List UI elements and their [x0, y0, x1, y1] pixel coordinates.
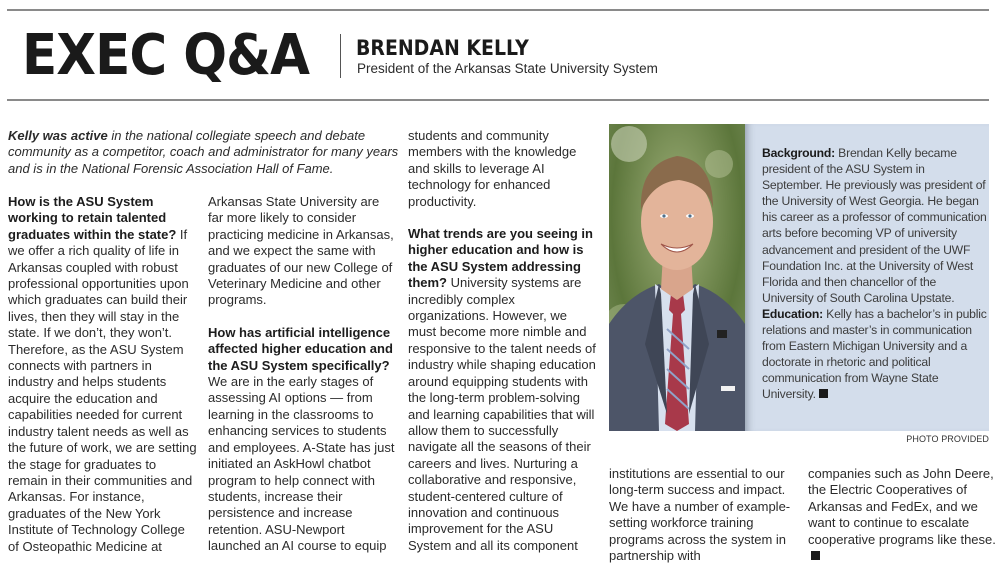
header-bottom-rule: [7, 99, 989, 101]
answer-3-continued: institutions are essential to our long-term success and impact. We have a number of example-setting workforce training programs across the system in partnership with: [609, 466, 791, 564]
article-column-4: [609, 466, 799, 564]
bio-sidebar: [745, 124, 989, 431]
intro-lead: Kelly was active: [8, 128, 108, 143]
answer-2: We are in the early stages of assessing AI options — from learning in the classrooms to enhancing services to students and employees. A-State has just initiated an AskHowl chatbot program to help connect with students, increase their persistence and increase retention. ASU-Newport launched an AI course to equip: [208, 374, 395, 554]
answer-2-continued: students and community members with the knowledge and skills to leverage AI technology for enhanced productivity.: [408, 128, 577, 209]
intro-text: in the national collegiate speech and debate community as a competitor, coach and administrator for many years and is in the National Forensic Association Hall of Fame.: [8, 128, 399, 176]
education-text: Kelly has a bachelor’s in public relations and master’s in communication from Eastern Michigan University and a doctorate in rhetoric and political communication from Wayne State University.: [762, 306, 987, 402]
interviewee-role: President of the Arkansas State University System: [357, 61, 658, 76]
portrait-illustration: [609, 124, 745, 431]
intro-paragraph: [8, 128, 400, 177]
question-2: How has artificial intelligence affected higher education and the ASU System specifically?: [208, 324, 393, 373]
answer-1-continued: Arkansas State University are far more likely to consider practicing medicine in Arkansas, and we expect the same with graduates of our new College of Veterinary Medicine and other programs.: [208, 194, 394, 308]
top-rule: [7, 9, 989, 11]
answer-3-end: companies such as John Deere, the Electric Cooperatives of Arkansas and FedEx, and we want to continue to escalate cooperative programs like these.: [808, 466, 996, 547]
article-column-2: [208, 194, 398, 555]
portrait-photo: [609, 124, 745, 431]
question-3: What trends are you seeing in higher education and how is the ASU System addressing them?: [408, 226, 593, 291]
header-divider: [340, 34, 341, 78]
photo-caption: PHOTO PROVIDED: [906, 434, 989, 444]
article-column-1: [8, 194, 198, 555]
education-label: Education:: [762, 306, 823, 321]
section-title: EXEC Q&A: [22, 23, 310, 88]
bio-text: [762, 145, 987, 403]
article-column-5: [808, 466, 998, 564]
answer-1: If we offer a rich quality of life in Arkansas coupled with robust professional opportunities upon which graduates can build their lives, then they will stay in the state. If we don’t, they won’t. Therefore, as the ASU System connects with partners in industry and helps students acquire the education and capabilities needed for current industry talent needs as well as the future of work, we are setting the stage for graduates to remain in their communities and Arkansas. For instance, graduates of the New York Institute of Technology College of Osteopathic Medicine at: [8, 226, 197, 554]
article-column-3: [408, 128, 598, 554]
end-mark-icon: [819, 389, 828, 398]
background-text: Brendan Kelly became president of the ASU System in September. He previously was president of the University of West Georgia. He began his career as a professor of communication arts before becoming VP of university advancement and president of the UWF Foundation Inc. at the University of West Florida and then chancellor of the University of South Carolina Upstate.: [762, 146, 987, 305]
question-1: How is the ASU System working to retain talented graduates within the state?: [8, 194, 177, 242]
end-mark-icon: [811, 551, 820, 560]
background-label: Background:: [762, 146, 835, 160]
answer-3: University systems are incredibly complex organizations. However, we must become more nimble and responsive to the talent needs of industry while shaping education around equipping students with the long-term problem-solving and learning capabilities that will allow them to successfully navigate all the seasons of their careers and lives. Nurturing a collaborative and responsive, student-centered culture of innovation and continuous improvement for the ASU System and all its component: [408, 275, 596, 553]
interviewee-name: BRENDAN KELLY: [356, 36, 529, 60]
